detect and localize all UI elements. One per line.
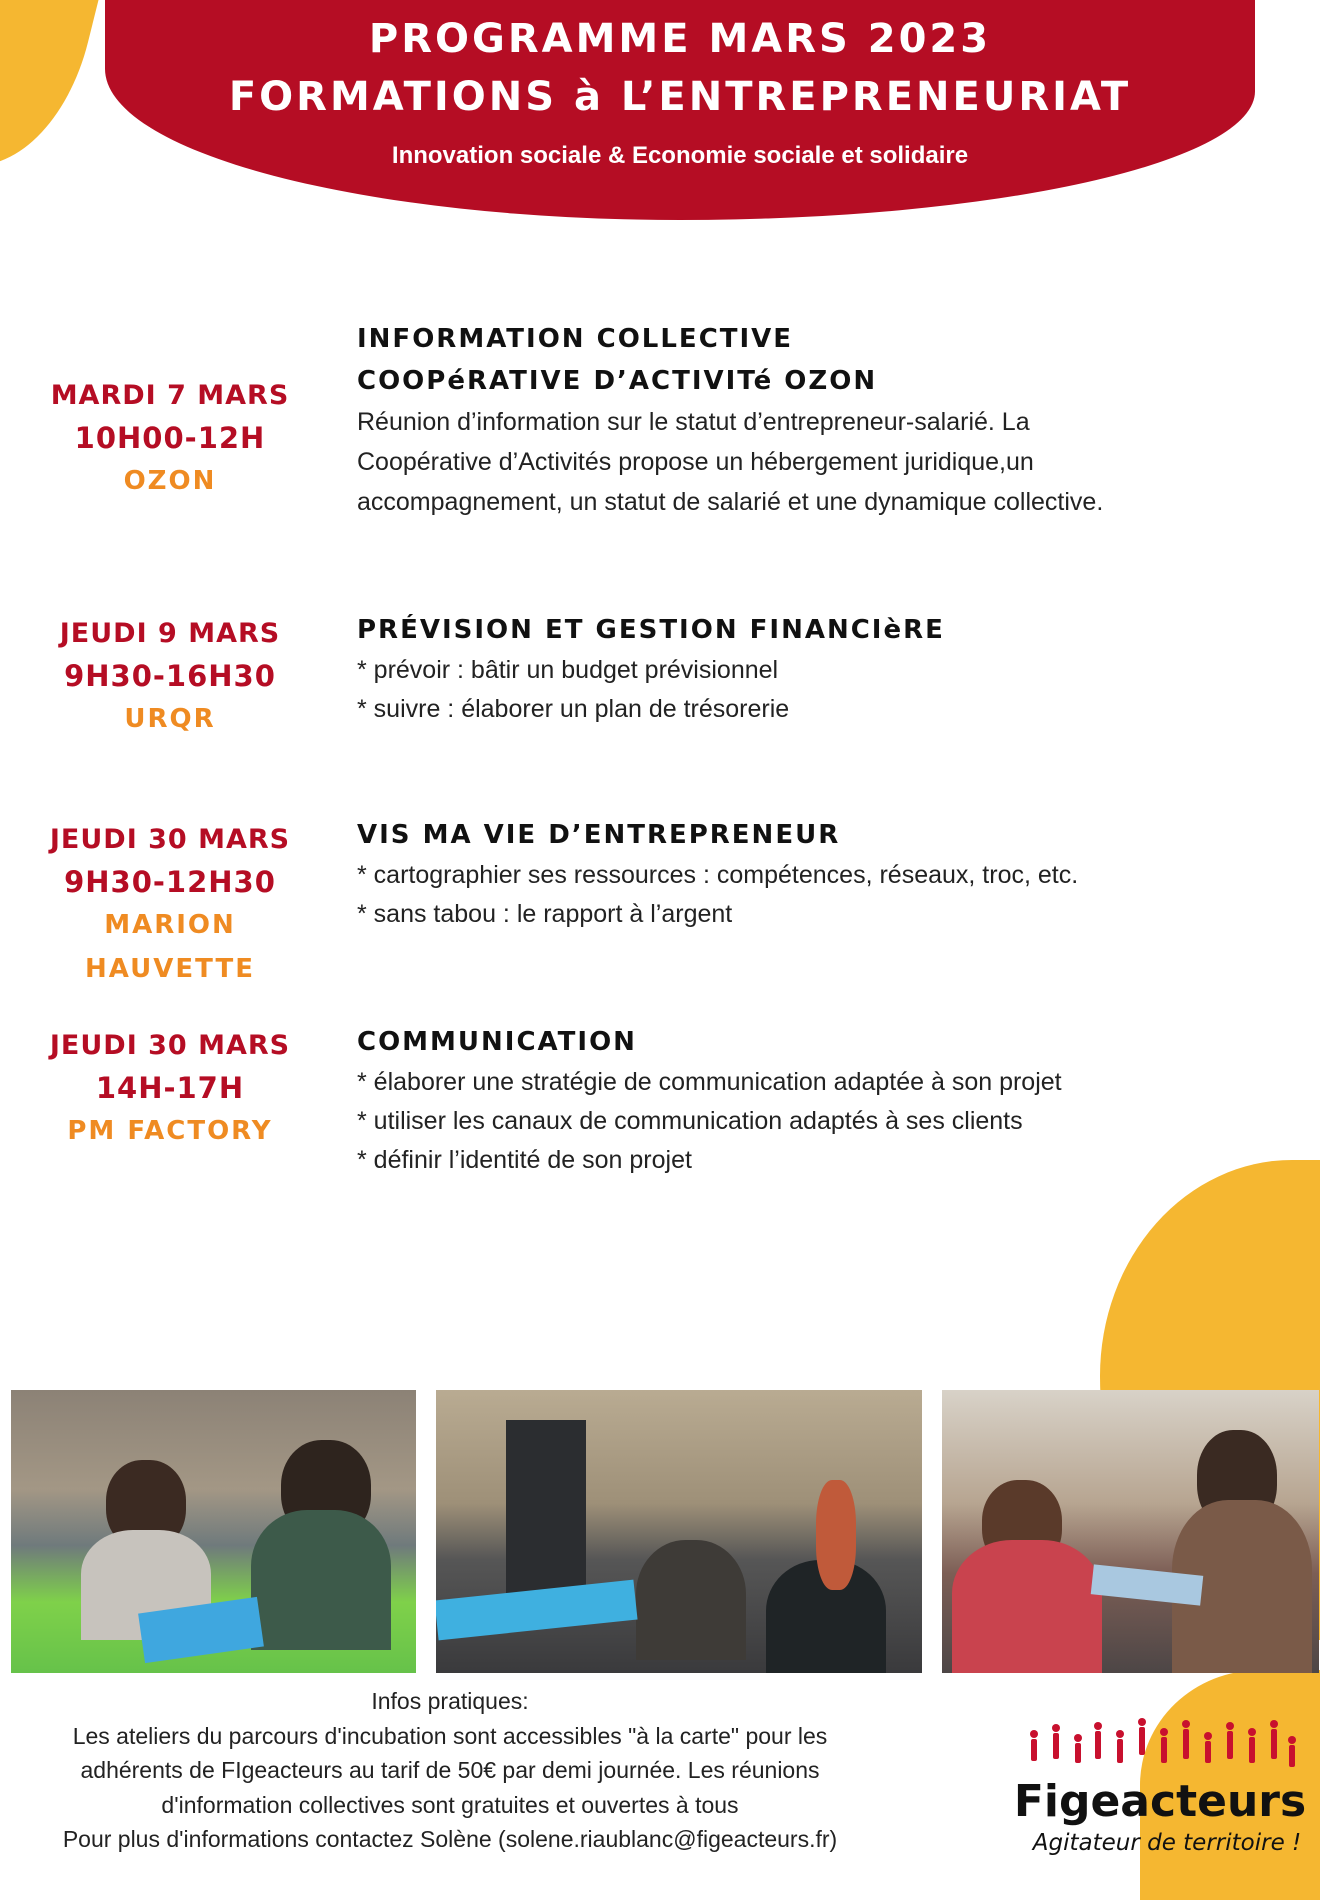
people-silhouettes-icon — [1022, 1712, 1302, 1782]
session-bullet: * définir l’identité de son projet — [357, 1146, 692, 1174]
session-time: 9H30-16H30 — [64, 659, 276, 693]
session-bullet: * suivre : élaborer un plan de trésorerie — [357, 695, 790, 723]
header-banner — [105, 0, 1255, 220]
workshop-photo-1 — [11, 1390, 416, 1673]
page-title-line-2: FORMATIONS à L’ENTREPRENEURIAT — [228, 74, 1132, 120]
figeacteurs-logo — [1010, 1700, 1310, 1860]
session-description-line: Réunion d’information sur le statut d’entrepreneur-salarié. La — [357, 408, 1030, 436]
session-date-block — [20, 613, 320, 741]
session-title-line-2: COOPéRATIVE D’ACTIVITé OZON — [357, 366, 878, 396]
session-bullet: * sans tabou : le rapport à l’argent — [357, 900, 733, 928]
contact-line: Pour plus d'informations contactez Solène (solene.riaublanc@figeacteurs.fr) — [62, 1826, 838, 1852]
logo-tagline: Agitateur de territoire ! — [1032, 1830, 1302, 1856]
session-title: INFORMATION COLLECTIVE — [357, 324, 794, 354]
session-description-line: accompagnement, un statut de salarié et une dynamique collective. — [357, 488, 1104, 516]
practical-info-line: Les ateliers du parcours d'incubation sont accessibles "à la carte" pour les — [72, 1722, 828, 1749]
session-title: COMMUNICATION — [357, 1027, 637, 1057]
session-date: JEUDI 30 MARS — [49, 824, 291, 855]
session-date-block — [20, 1025, 320, 1153]
workshop-photo-3 — [942, 1390, 1319, 1673]
session-content — [357, 1021, 1257, 1180]
session-bullet: * utiliser les canaux de communication adaptés à ses clients — [357, 1107, 1023, 1135]
session-time: 10H00-12H — [74, 421, 266, 455]
session-place: OZON — [123, 466, 217, 496]
practical-info-line: adhérents de FIgeacteurs au tarif de 50€ par demi journée. Les réunions — [80, 1757, 820, 1783]
session-content — [357, 318, 1257, 522]
session-time: 14H-17H — [95, 1071, 245, 1105]
session-date: JEUDI 9 MARS — [59, 618, 281, 649]
session-date: MARDI 7 MARS — [50, 380, 290, 411]
practical-info-heading: Infos pratiques: — [371, 1688, 529, 1714]
workshop-photo-2 — [436, 1390, 922, 1673]
session-date-block — [20, 819, 320, 991]
session-place: URQR — [124, 704, 216, 734]
session-title: PRÉVISION ET GESTION FINANCIèRE — [357, 615, 945, 645]
session-content — [357, 814, 1257, 934]
session-description-line: Coopérative d’Activités propose un hébergement juridique,un — [357, 448, 1034, 476]
session-title: VIS MA VIE D’ENTREPRENEUR — [357, 820, 841, 850]
page-title: PROGRAMME MARS 2023 — [368, 16, 992, 62]
session-date: JEUDI 30 MARS — [49, 1030, 291, 1061]
session-bullet: * élaborer une stratégie de communication adaptée à son projet — [357, 1068, 1062, 1096]
session-bullet: * cartographier ses ressources : compétences, réseaux, troc, etc. — [357, 861, 1079, 889]
logo-wordmark: Figeacteurs — [1013, 1776, 1307, 1827]
practical-info — [20, 1684, 880, 1857]
practical-info-line: d'information collectives sont gratuites et ouvertes à tous — [161, 1791, 739, 1818]
page-subtitle: Innovation sociale & Economie sociale et solidaire — [391, 142, 969, 169]
session-place: PM FACTORY — [67, 1116, 273, 1146]
decorative-yellow-shape-top-left — [0, 0, 103, 185]
session-place: MARION HAUVETTE — [85, 910, 255, 984]
session-time: 9H30-12H30 — [64, 865, 276, 899]
session-bullet: * prévoir : bâtir un budget prévisionnel — [357, 656, 779, 684]
session-date-block — [20, 375, 320, 503]
session-content — [357, 609, 1257, 729]
